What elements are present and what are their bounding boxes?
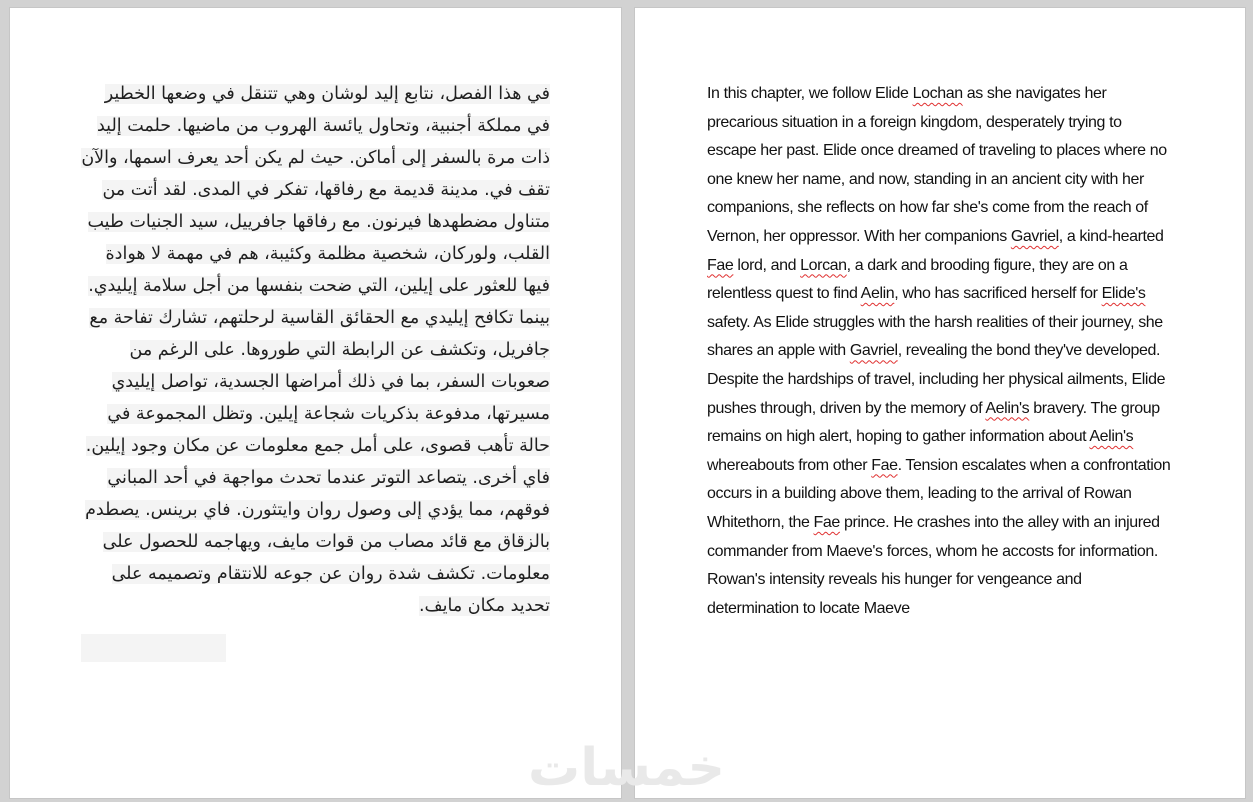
document-page-english [635,8,1245,798]
misspelled-word: Fae [871,456,898,474]
misspelled-word: Fae [813,513,840,531]
misspelled-word: Lochan [912,85,963,102]
misspelled-word: Aelin's [1089,428,1134,446]
text-segment: prince. He crashes into the alley with an injured commander from Maeve's forces, whom he accosts for information. Rowan's intensity reveals his hunger for vengeance and determination to locate Maeve [707,513,1160,617]
misspelled-word: Elide's [1101,285,1146,303]
khamsat-watermark-logo: خمسات [527,738,726,798]
text-segment: In this chapter, we follow Elide [707,85,913,102]
english-paragraph [635,8,1245,623]
arabic-paragraph-text: في هذا الفصل، نتابع إليد لوشان وهي تتنقل في وضعها الخطير في مملكة أجنبية، وتحاول يائسة الهروب من ماضيها. حلمت إليد ذات مرة بالسفر إلى أماكن. حيث لم يكن أحد يعرف اسمها، والآن تقف في. مدينة قديمة مع رفاقها، تفكر في المدى. لقد أتت من متناول مضطهدها فيرنون. مع رفاقها جافرييل، سيد الجنيات طيب القلب، ولوركان، شخصية مظلمة وكئيبة، هم في مهمة لا هوادة فيها للعثور على إيلين، التي ضحت بنفسها من أجل سلامة إيليدي. بينما تكافح إيليدي مع الحقائق القاسية لرحلتهم، تشارك تفاحة مع جافريل، وتكشف عن الرابطة التي طوروها. على الرغم من صعوبات السفر، بما في ذلك أمراضها الجسدية، تواصل إيليدي مسيرتها، مدفوعة بذكريات شجاعة إيلين. وتظل المجموعة في حالة تأهب قصوى، على أمل جمع معلومات عن مكان وجود إيلين. فاي أخرى. يتصاعد التوتر عندما تحدث مواجهة في أحد المباني فوقهم، مما يؤدي إلى وصول روان وايتثورن. فاي برينس. يصطدم بالزقاق مع قائد مصاب من قوات مايف، ويهاجمه للحصول على معلومات. تكشف شدة روان عن جوعه للانتقام وتصميمه على تحديد مكان مايف. [81,84,550,616]
empty-highlight-block [81,634,226,662]
misspelled-word: Fae [707,256,734,274]
misspelled-word: Aelin's [985,399,1030,417]
misspelled-word: Aelin [860,285,895,303]
text-segment: whereabouts from other [707,456,872,474]
text-segment: bravery. The group remains on high alert, hoping to gather information about [707,399,1160,446]
misspelled-word: Gavriel [1010,227,1059,245]
text-segment: lord, and [733,256,801,274]
document-page-arabic [10,8,621,798]
text-segment: safety. As Elide struggles with the harsh realities of their journey, she shares an apple with [707,313,1163,360]
misspelled-word: Gavriel [849,342,898,360]
arabic-paragraph [10,8,621,622]
misspelled-word: Lorcan [800,256,847,274]
text-segment: as she navigates her precarious situation in a foreign kingdom, desperately trying to escape her past. Elide once dreamed of traveling to places where no one knew her name, and now, standing in an ancient city with her companions, she reflects on how far she's come from the reach of Vernon, her oppressor. With her companions [707,85,1167,245]
text-segment: , a dark and brooding figure, they are on a relentless quest to find [707,256,1128,303]
text-segment: . Tension escalates when a confrontation occurs in a building above them, leading to the arrival of Rowan Whitethorn, the [707,456,1171,531]
text-segment: , revealing the bond they've developed. Despite the hardships of travel, including her physical ailments, Elide pushes through, driven by the memory of [707,342,1166,417]
text-segment: , a kind-hearted [1058,227,1164,245]
text-segment: , who has sacrificed herself for [894,285,1102,303]
